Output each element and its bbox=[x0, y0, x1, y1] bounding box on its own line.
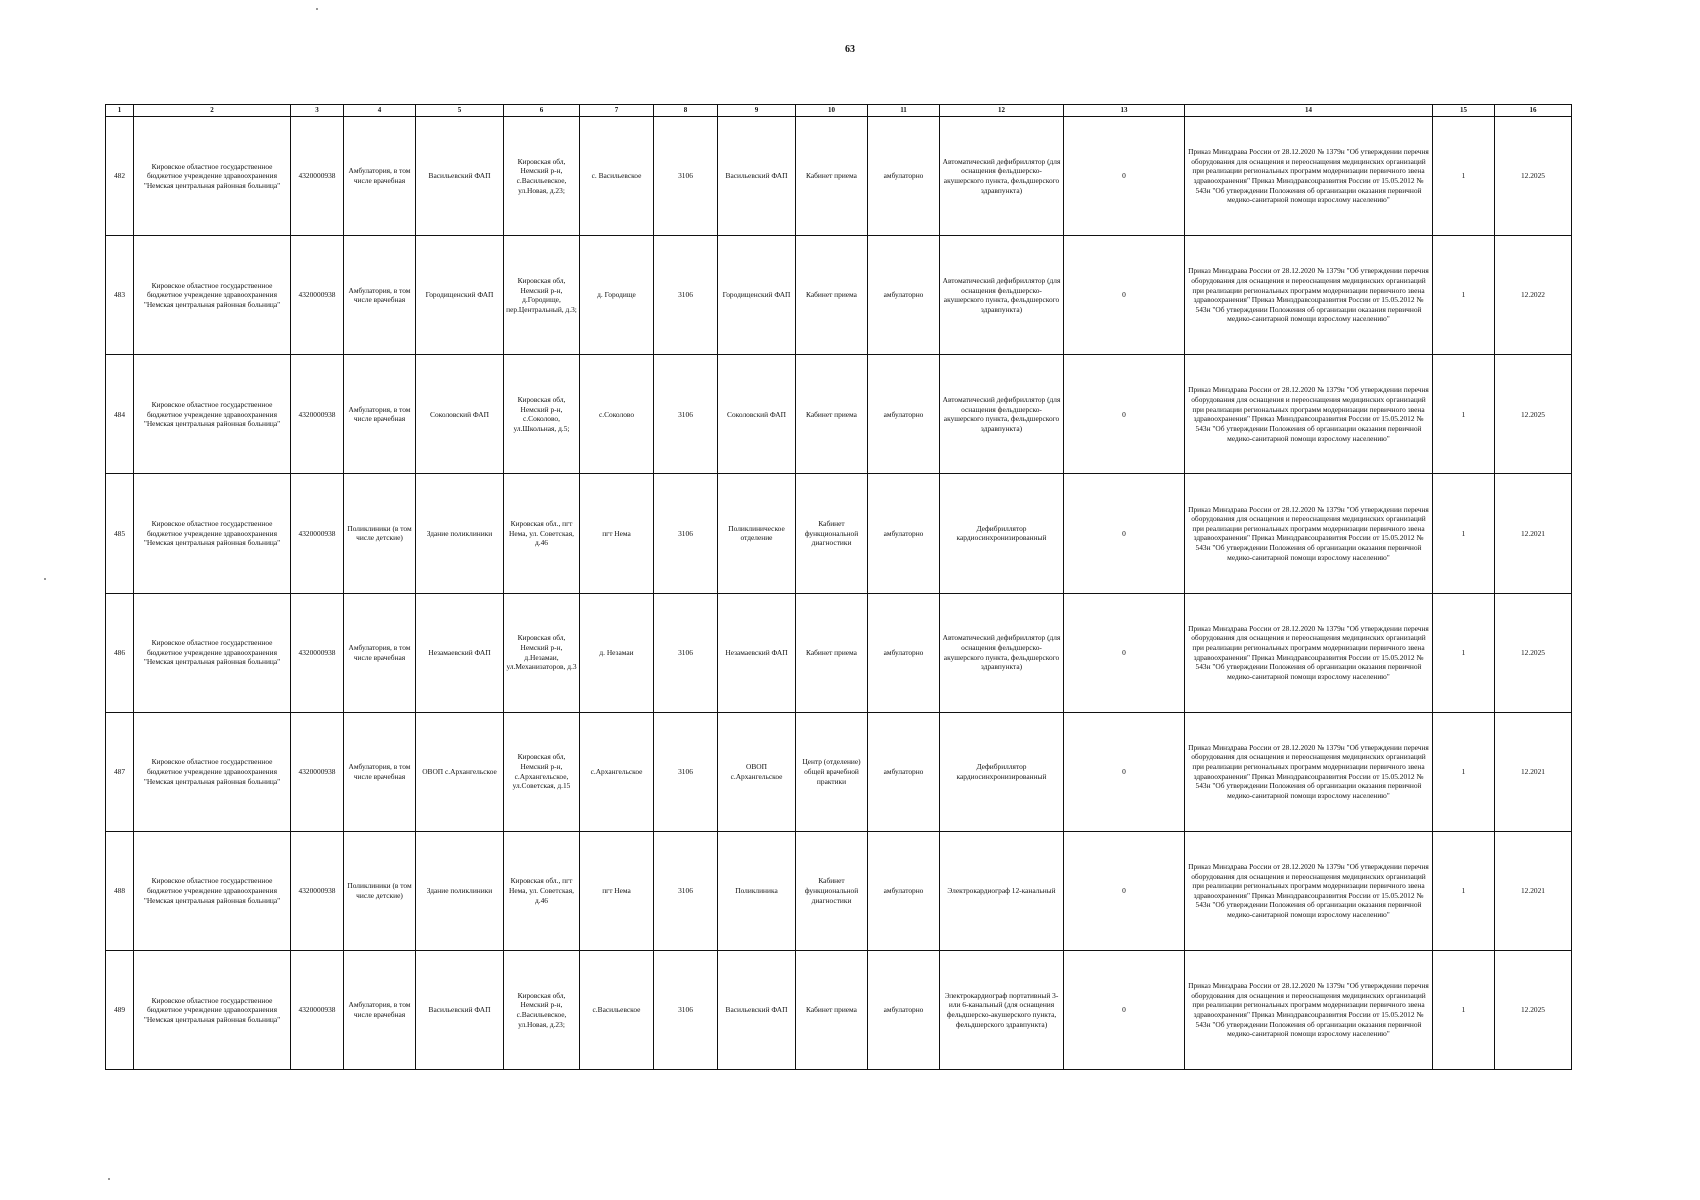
room-name: Кабинет приема bbox=[796, 117, 868, 236]
organization-name: Кировское областное государственное бюджетное учреждение здравоохранения "Немская центральная районная больница" bbox=[134, 474, 291, 593]
column-number-row bbox=[106, 105, 1572, 117]
quantity-available: 0 bbox=[1064, 236, 1185, 355]
settlement: д. Городище bbox=[580, 236, 654, 355]
column-number: 9 bbox=[718, 105, 796, 117]
column-number: 15 bbox=[1433, 105, 1495, 117]
facility-type: Амбулатория, в том числе врачебная bbox=[344, 593, 416, 712]
table-row bbox=[106, 236, 1572, 355]
inn-value: 4320000938 bbox=[291, 355, 344, 474]
care-mode: амбулаторно bbox=[868, 831, 940, 950]
legal-basis: Приказ Минздрава России от 28.12.2020 № 1379н "Об утверждении перечня оборудования для оснащения и переоснащения медицинских организаций при реализации региональных программ модернизации первичного звена здравоохранения" Приказ Минздравсоцразвития России от 15.05.2012 № 543н "Об утверждении Положения об организации оказания первичной медико-санитарной помощи взрослому населению" bbox=[1185, 950, 1433, 1069]
row-number: 482 bbox=[106, 117, 134, 236]
oktmo-code: 3106 bbox=[654, 831, 718, 950]
inn-value: 4320000938 bbox=[291, 950, 344, 1069]
building-name: Васильевский ФАП bbox=[416, 950, 504, 1069]
address: Кировская обл, Немский р-н, с.Васильевское, ул.Новая, д.23; bbox=[504, 950, 580, 1069]
column-number: 14 bbox=[1185, 105, 1433, 117]
delivery-date: 12.2025 bbox=[1495, 355, 1572, 474]
quantity-required: 1 bbox=[1433, 355, 1495, 474]
room-name: Кабинет функциональной диагностики bbox=[796, 831, 868, 950]
equipment-name: Автоматический дефибриллятор (для оснащения фельдшерско-акушерского пункта, фельдшерского здравпункта) bbox=[940, 117, 1064, 236]
quantity-available: 0 bbox=[1064, 355, 1185, 474]
organization-name: Кировское областное государственное бюджетное учреждение здравоохранения "Немская центральная районная больница" bbox=[134, 236, 291, 355]
inn-value: 4320000938 bbox=[291, 474, 344, 593]
quantity-available: 0 bbox=[1064, 950, 1185, 1069]
inn-value: 4320000938 bbox=[291, 712, 344, 831]
care-mode: амбулаторно bbox=[868, 236, 940, 355]
delivery-date: 12.2025 bbox=[1495, 117, 1572, 236]
equipment-name: Дефибриллятор кардиосинхронизированный bbox=[940, 712, 1064, 831]
delivery-date: 12.2021 bbox=[1495, 831, 1572, 950]
row-number: 487 bbox=[106, 712, 134, 831]
room-name: Кабинет приема bbox=[796, 593, 868, 712]
department: Васильевский ФАП bbox=[718, 950, 796, 1069]
settlement: пгт Нема bbox=[580, 474, 654, 593]
room-name: Кабинет функциональной диагностики bbox=[796, 474, 868, 593]
care-mode: амбулаторно bbox=[868, 474, 940, 593]
equipment-name: Электрокардиограф 12-канальный bbox=[940, 831, 1064, 950]
oktmo-code: 3106 bbox=[654, 355, 718, 474]
legal-basis: Приказ Минздрава России от 28.12.2020 № 1379н "Об утверждении перечня оборудования для оснащения и переоснащения медицинских организаций при реализации региональных программ модернизации первичного звена здравоохранения" Приказ Минздравсоцразвития России от 15.05.2012 № 543н "Об утверждении Положения об организации оказания первичной медико-санитарной помощи взрослому населению" bbox=[1185, 355, 1433, 474]
building-name: Незамаевский ФАП bbox=[416, 593, 504, 712]
delivery-date: 12.2025 bbox=[1495, 593, 1572, 712]
delivery-date: 12.2025 bbox=[1495, 950, 1572, 1069]
facility-type: Поликлиники (в том числе детские) bbox=[344, 474, 416, 593]
address: Кировская обл., пгт Нема, ул. Советская, д.46 bbox=[504, 831, 580, 950]
facility-type: Поликлиники (в том числе детские) bbox=[344, 831, 416, 950]
quantity-required: 1 bbox=[1433, 712, 1495, 831]
care-mode: амбулаторно bbox=[868, 355, 940, 474]
row-number: 486 bbox=[106, 593, 134, 712]
care-mode: амбулаторно bbox=[868, 117, 940, 236]
organization-name: Кировское областное государственное бюджетное учреждение здравоохранения "Немская центральная районная больница" bbox=[134, 712, 291, 831]
table-body bbox=[106, 117, 1572, 1070]
quantity-required: 1 bbox=[1433, 474, 1495, 593]
room-name: Кабинет приема bbox=[796, 236, 868, 355]
quantity-available: 0 bbox=[1064, 117, 1185, 236]
department: Соколовский ФАП bbox=[718, 355, 796, 474]
quantity-required: 1 bbox=[1433, 831, 1495, 950]
column-number: 11 bbox=[868, 105, 940, 117]
legal-basis: Приказ Минздрава России от 28.12.2020 № 1379н "Об утверждении перечня оборудования для оснащения и переоснащения медицинских организаций при реализации региональных программ модернизации первичного звена здравоохранения" Приказ Минздравсоцразвития России от 15.05.2012 № 543н "Об утверждении Положения об организации оказания первичной медико-санитарной помощи взрослому населению" bbox=[1185, 474, 1433, 593]
care-mode: амбулаторно bbox=[868, 593, 940, 712]
organization-name: Кировское областное государственное бюджетное учреждение здравоохранения "Немская центральная районная больница" bbox=[134, 831, 291, 950]
equipment-name: Автоматический дефибриллятор (для оснащения фельдшерско-акушерского пункта, фельдшерского здравпункта) bbox=[940, 236, 1064, 355]
organization-name: Кировское областное государственное бюджетное учреждение здравоохранения "Немская центральная районная больница" bbox=[134, 117, 291, 236]
department: Незамаевский ФАП bbox=[718, 593, 796, 712]
facility-type: Амбулатория, в том числе врачебная bbox=[344, 950, 416, 1069]
building-name: Здание поликлиники bbox=[416, 831, 504, 950]
settlement: пгт Нема bbox=[580, 831, 654, 950]
building-name: Городищенский ФАП bbox=[416, 236, 504, 355]
delivery-date: 12.2021 bbox=[1495, 474, 1572, 593]
table-row bbox=[106, 831, 1572, 950]
care-mode: амбулаторно bbox=[868, 950, 940, 1069]
department: Поликлиника bbox=[718, 831, 796, 950]
table-row bbox=[106, 712, 1572, 831]
delivery-date: 12.2021 bbox=[1495, 712, 1572, 831]
quantity-available: 0 bbox=[1064, 593, 1185, 712]
quantity-available: 0 bbox=[1064, 831, 1185, 950]
column-number: 2 bbox=[134, 105, 291, 117]
building-name: Здание поликлиники bbox=[416, 474, 504, 593]
oktmo-code: 3106 bbox=[654, 593, 718, 712]
facility-type: Амбулатория, в том числе врачебная bbox=[344, 117, 416, 236]
column-number: 13 bbox=[1064, 105, 1185, 117]
row-number: 489 bbox=[106, 950, 134, 1069]
settlement: с.Васильевское bbox=[580, 950, 654, 1069]
table-row bbox=[106, 355, 1572, 474]
column-number: 7 bbox=[580, 105, 654, 117]
department: Городищенский ФАП bbox=[718, 236, 796, 355]
room-name: Кабинет приема bbox=[796, 950, 868, 1069]
scan-speck bbox=[108, 1178, 110, 1180]
oktmo-code: 3106 bbox=[654, 950, 718, 1069]
row-number: 483 bbox=[106, 236, 134, 355]
organization-name: Кировское областное государственное бюджетное учреждение здравоохранения "Немская центральная районная больница" bbox=[134, 593, 291, 712]
quantity-required: 1 bbox=[1433, 593, 1495, 712]
scan-speck bbox=[44, 578, 46, 580]
department: Поликлиническое отделение bbox=[718, 474, 796, 593]
legal-basis: Приказ Минздрава России от 28.12.2020 № 1379н "Об утверждении перечня оборудования для оснащения и переоснащения медицинских организаций при реализации региональных программ модернизации первичного звена здравоохранения" Приказ Минздравсоцразвития России от 15.05.2012 № 543н "Об утверждении Положения об организации оказания первичной медико-санитарной помощи взрослому населению" bbox=[1185, 831, 1433, 950]
equipment-name: Автоматический дефибриллятор (для оснащения фельдшерско-акушерского пункта, фельдшерского здравпункта) bbox=[940, 355, 1064, 474]
room-name: Центр (отделение) общей врачебной практики bbox=[796, 712, 868, 831]
building-name: Соколовский ФАП bbox=[416, 355, 504, 474]
equipment-name: Дефибриллятор кардиосинхронизированный bbox=[940, 474, 1064, 593]
facility-type: Амбулатория, в том числе врачебная bbox=[344, 355, 416, 474]
column-number: 10 bbox=[796, 105, 868, 117]
equipment-name: Автоматический дефибриллятор (для оснащения фельдшерско-акушерского пункта, фельдшерского здравпункта) bbox=[940, 593, 1064, 712]
column-number: 8 bbox=[654, 105, 718, 117]
settlement: д. Незамаи bbox=[580, 593, 654, 712]
column-number: 3 bbox=[291, 105, 344, 117]
building-name: ОВОП с.Архангельское bbox=[416, 712, 504, 831]
table-row bbox=[106, 593, 1572, 712]
quantity-available: 0 bbox=[1064, 474, 1185, 593]
address: Кировская обл., пгт Нема, ул. Советская, д.46 bbox=[504, 474, 580, 593]
equipment-name: Электрокардиограф портативный 3- или 6-канальный (для оснащения фельдшерско-акушерского пункта, фельдшерского здравпункта) bbox=[940, 950, 1064, 1069]
address: Кировская обл, Немский р-н, д.Городище, пер.Центральный, д.3; bbox=[504, 236, 580, 355]
legal-basis: Приказ Минздрава России от 28.12.2020 № 1379н "Об утверждении перечня оборудования для оснащения и переоснащения медицинских организаций при реализации региональных программ модернизации первичного звена здравоохранения" Приказ Минздравсоцразвития России от 15.05.2012 № 543н "Об утверждении Положения об организации оказания первичной медико-санитарной помощи взрослому населению" bbox=[1185, 593, 1433, 712]
settlement: с. Васильевское bbox=[580, 117, 654, 236]
facility-type: Амбулатория, в том числе врачебная bbox=[344, 236, 416, 355]
address: Кировская обл, Немский р-н, с.Архангельское, ул.Советская, д.15 bbox=[504, 712, 580, 831]
legal-basis: Приказ Минздрава России от 28.12.2020 № 1379н "Об утверждении перечня оборудования для оснащения и переоснащения медицинских организаций при реализации региональных программ модернизации первичного звена здравоохранения" Приказ Минздравсоцразвития России от 15.05.2012 № 543н "Об утверждении Положения об организации оказания первичной медико-санитарной помощи взрослому населению" bbox=[1185, 117, 1433, 236]
page-number: 63 bbox=[845, 44, 855, 55]
delivery-date: 12.2022 bbox=[1495, 236, 1572, 355]
inn-value: 4320000938 bbox=[291, 831, 344, 950]
settlement: с.Соколово bbox=[580, 355, 654, 474]
row-number: 485 bbox=[106, 474, 134, 593]
facility-type: Амбулатория, в том числе врачебная bbox=[344, 712, 416, 831]
column-number: 12 bbox=[940, 105, 1064, 117]
legal-basis: Приказ Минздрава России от 28.12.2020 № 1379н "Об утверждении перечня оборудования для оснащения и переоснащения медицинских организаций при реализации региональных программ модернизации первичного звена здравоохранения" Приказ Минздравсоцразвития России от 15.05.2012 № 543н "Об утверждении Положения об организации оказания первичной медико-санитарной помощи взрослому населению" bbox=[1185, 236, 1433, 355]
column-number: 5 bbox=[416, 105, 504, 117]
inn-value: 4320000938 bbox=[291, 236, 344, 355]
address: Кировская обл, Немский р-н, с.Васильевское, ул.Новая, д.23; bbox=[504, 117, 580, 236]
inn-value: 4320000938 bbox=[291, 117, 344, 236]
column-number: 1 bbox=[106, 105, 134, 117]
department: ОВОП с.Архангельское bbox=[718, 712, 796, 831]
department: Васильевский ФАП bbox=[718, 117, 796, 236]
column-number: 6 bbox=[504, 105, 580, 117]
address: Кировская обл, Немский р-н, д.Незамаи, ул.Механизаторов, д.3 bbox=[504, 593, 580, 712]
quantity-required: 1 bbox=[1433, 950, 1495, 1069]
oktmo-code: 3106 bbox=[654, 236, 718, 355]
column-number: 16 bbox=[1495, 105, 1572, 117]
organization-name: Кировское областное государственное бюджетное учреждение здравоохранения "Немская центральная районная больница" bbox=[134, 950, 291, 1069]
column-number: 4 bbox=[344, 105, 416, 117]
oktmo-code: 3106 bbox=[654, 712, 718, 831]
organization-name: Кировское областное государственное бюджетное учреждение здравоохранения "Немская центральная районная больница" bbox=[134, 355, 291, 474]
settlement: с.Архангельское bbox=[580, 712, 654, 831]
address: Кировская обл, Немский р-н, с.Соколово, ул.Школьная, д.5; bbox=[504, 355, 580, 474]
scan-speck bbox=[316, 8, 318, 10]
quantity-required: 1 bbox=[1433, 117, 1495, 236]
table-row bbox=[106, 950, 1572, 1069]
row-number: 484 bbox=[106, 355, 134, 474]
legal-basis: Приказ Минздрава России от 28.12.2020 № 1379н "Об утверждении перечня оборудования для оснащения и переоснащения медицинских организаций при реализации региональных программ модернизации первичного звена здравоохранения" Приказ Минздравсоцразвития России от 15.05.2012 № 543н "Об утверждении Положения об организации оказания первичной медико-санитарной помощи взрослому населению" bbox=[1185, 712, 1433, 831]
inn-value: 4320000938 bbox=[291, 593, 344, 712]
row-number: 488 bbox=[106, 831, 134, 950]
quantity-required: 1 bbox=[1433, 236, 1495, 355]
oktmo-code: 3106 bbox=[654, 117, 718, 236]
care-mode: амбулаторно bbox=[868, 712, 940, 831]
oktmo-code: 3106 bbox=[654, 474, 718, 593]
building-name: Васильевский ФАП bbox=[416, 117, 504, 236]
room-name: Кабинет приема bbox=[796, 355, 868, 474]
table-row bbox=[106, 117, 1572, 236]
quantity-available: 0 bbox=[1064, 712, 1185, 831]
table-row bbox=[106, 474, 1572, 593]
equipment-table bbox=[105, 104, 1572, 1070]
